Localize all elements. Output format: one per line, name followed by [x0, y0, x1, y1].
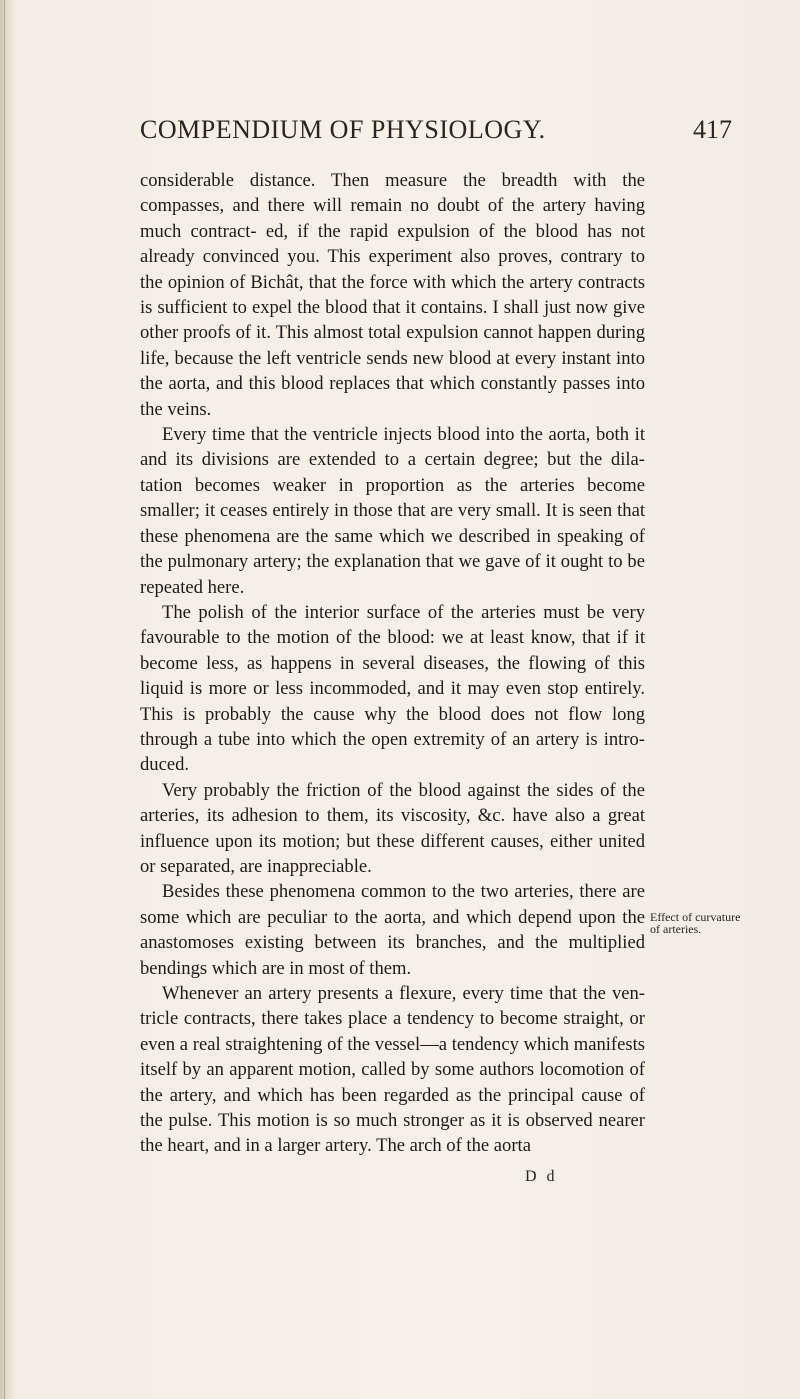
margin-note: Effect of curvature of arteries. [650, 910, 741, 936]
page-binding-shadow [0, 0, 14, 1399]
paragraph-3: The polish of the interior surface of the arteries must be very favourable to the motion of the blood: we at least know, that if it become less, as happens in several diseases, the flowing of this liquid is more or less incommoded, and it may even stop entirely. This is probably the cause why the blood does not flow long through a tube into which the open extremity of an artery is intro- duced. [140, 601, 645, 776]
paragraph-4: Very probably the friction of the blood against the sides of the arteries, its adhesion to them, its viscosity, &c. have also a great influence upon its motion; but these different causes, either united or separated, are inappreciable. [140, 779, 645, 877]
paragraph-1: considerable distance. Then measure the breadth with the compasses, and there will remain no doubt of the artery having much contract- ed, if the rapid expulsion of the blood has not already convinced you. This experiment also proves, contrary to the opinion of Bichât, that the force with which the artery contracts is sufficient to expel the blood that it contains. I shall just now give other proofs of it. This almost total expulsion cannot happen during life, because the left ventricle sends new blood at every instant into the aorta, and this blood replaces that which constantly passes into the veins. [140, 170, 645, 420]
paragraph-5: Besides these phenomena common to the two arteries, there are some which are peculiar to the aorta, and which depend upon the anastomoses existing between its branches, and the multiplied bendings which are in most of them. [140, 881, 645, 979]
signature-mark: D d [525, 1168, 558, 1185]
body-text [140, 168, 645, 1159]
paragraph-6: Whenever an artery presents a flexure, every time that the ven- tricle contracts, there takes place a tendency to become straight, or even a real straightening of the vessel—a tendency which manifests itself by an apparent motion, called by some authors locomotion of the artery, and which has been regarded as the principal cause of the pulse. This motion is so much stronger as it is observed nearer the heart, and in a larger artery. The arch of the aorta [140, 983, 645, 1157]
running-title: COMPENDIUM OF PHYSIOLOGY. [140, 115, 546, 144]
page-number: 417 [693, 115, 732, 144]
binding-edge-line [4, 0, 5, 1399]
paragraph-2: Every time that the ventricle injects blood into the aorta, both it and its divisions are extended to a certain degree; but the dila- tation becomes weaker in proportion as the arteries become smaller; it ceases entirely in those that are very small. It is seen that these phenomena are the same which we described in speaking of the pulmonary artery; the explanation that we gave of it ought to be repeated here. [140, 424, 645, 598]
